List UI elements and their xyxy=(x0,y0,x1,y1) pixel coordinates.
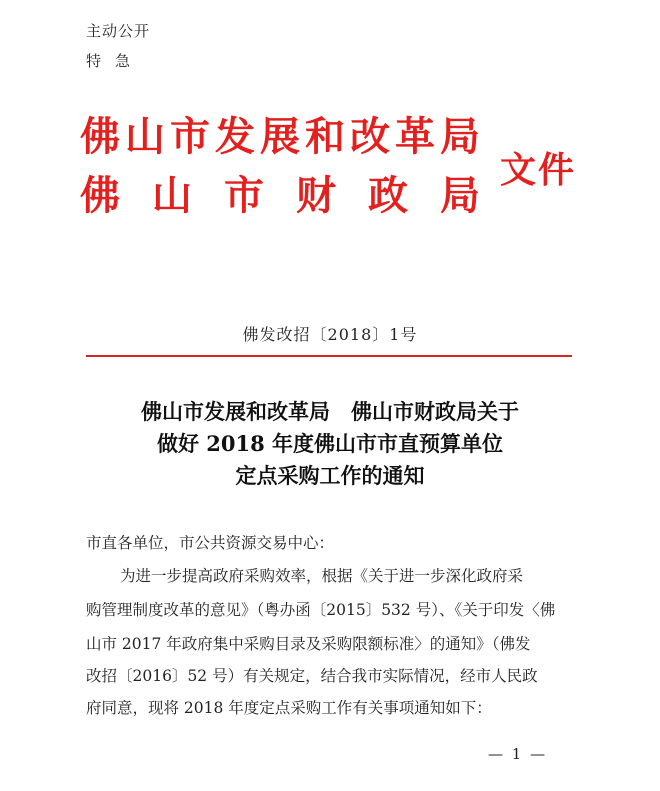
issuer-2-char: 市 xyxy=(224,172,264,219)
page-number: — 1 — xyxy=(488,745,548,763)
salutation: 市直各单位，市公共资源交易中心： xyxy=(86,534,335,552)
body-line-4: 改招〔2016〕52 号）有关规定，结合我市实际情况，经市人民政 xyxy=(86,667,538,685)
title-line-2: 做好 2018 年度佛山市市直预算单位 xyxy=(156,431,504,456)
issuer-1-char: 市 xyxy=(170,113,210,160)
issuer-name-1 xyxy=(80,113,480,161)
issuer-2-char: 财 xyxy=(296,172,336,219)
red-divider-line xyxy=(86,355,572,357)
title-line-1: 佛山市发展和改革局 佛山市财政局关于 xyxy=(141,399,519,424)
issuer-1-char: 革 xyxy=(395,113,435,160)
document-number: 佛发改招〔2018〕1号 xyxy=(242,325,418,344)
issuer-1-char: 改 xyxy=(350,113,390,160)
urgency-label: 特急 xyxy=(86,52,145,70)
document-label: 文件 xyxy=(500,149,577,191)
issuer-1-char: 和 xyxy=(305,113,345,160)
issuer-1-char: 局 xyxy=(440,113,480,160)
body-line-1: 为进一步提高政府采购效率，根据《关于进一步深化政府采 xyxy=(120,567,524,585)
issuer-name-2 xyxy=(80,172,480,220)
issuer-1-char: 山 xyxy=(125,113,165,160)
body-line-2: 购管理制度改革的意见》（粤办函〔2015〕532 号）、《关于印发〈佛 xyxy=(86,601,556,619)
title-line-3: 定点采购工作的通知 xyxy=(235,463,425,488)
disclosure-label: 主动公开 xyxy=(86,22,151,40)
issuer-2-char: 政 xyxy=(368,172,408,219)
body-line-5: 府同意，现将 2018 年度定点采购工作有关事项通知如下： xyxy=(86,699,492,717)
issuer-2-char: 佛 xyxy=(80,172,120,219)
issuer-1-char: 发 xyxy=(215,113,255,160)
issuer-2-char: 局 xyxy=(440,172,480,219)
issuer-2-char: 山 xyxy=(152,172,192,219)
issuer-1-char: 展 xyxy=(260,113,300,160)
body-line-3: 山市 2017 年政府集中采购目录及采购限额标准〉的通知》（佛发 xyxy=(86,635,531,653)
issuer-1-char: 佛 xyxy=(80,113,120,160)
